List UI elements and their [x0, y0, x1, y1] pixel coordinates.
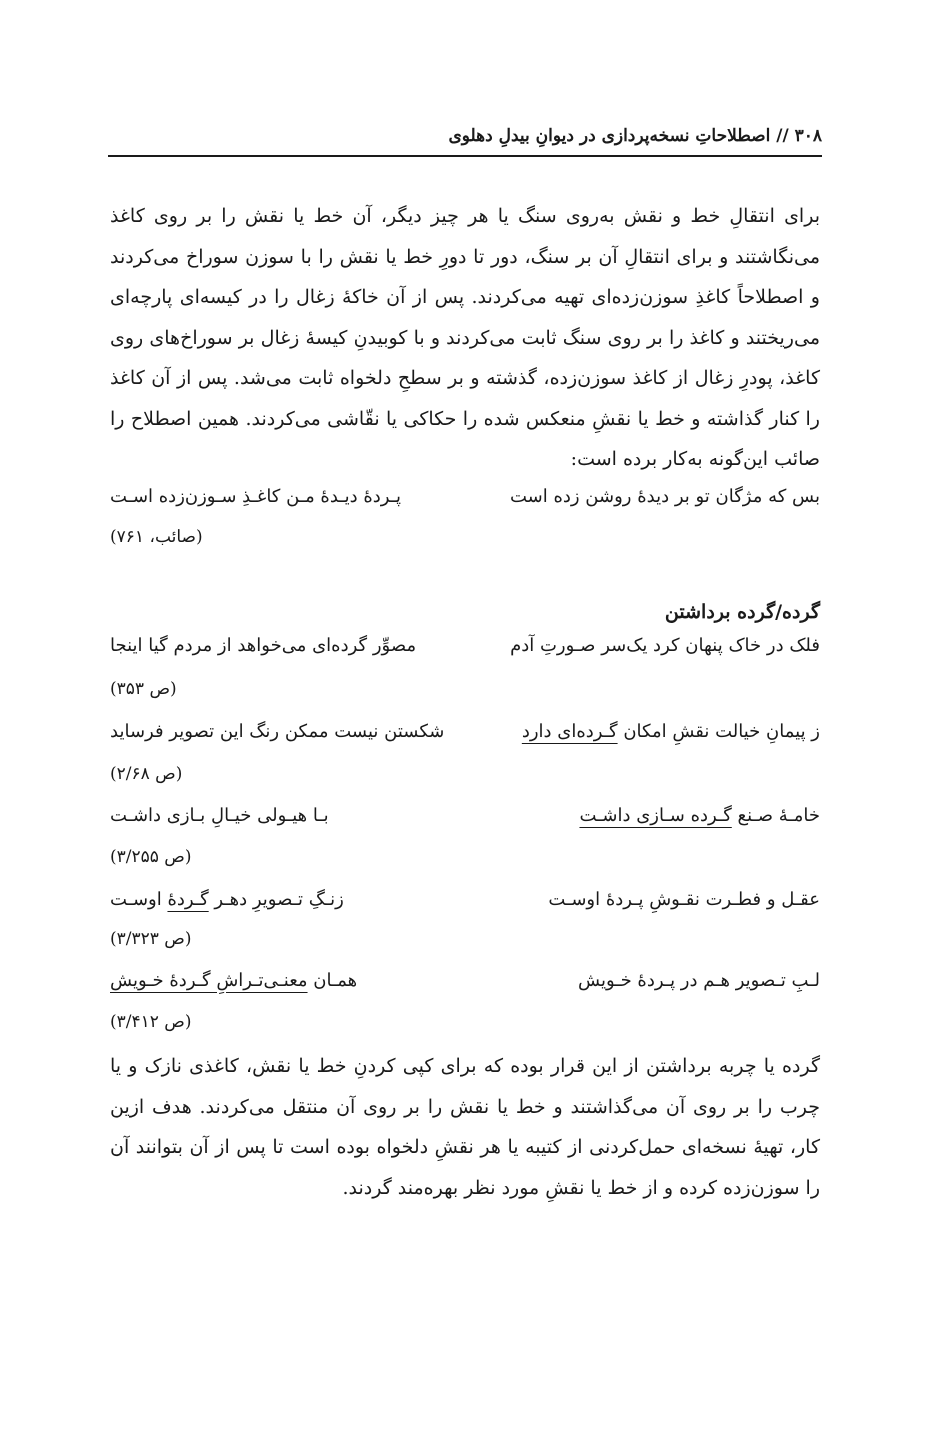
saib-couplet: [110, 479, 820, 515]
couplet-reference: (ص ۳۵۳): [110, 679, 177, 699]
underlined-term: گـرده‌ای دارد: [521, 721, 618, 742]
couplet-reference: (ص ۳/۴۱۲): [110, 1012, 192, 1032]
couplet-reference: (ص ۳/۲۵۵): [110, 847, 192, 867]
hemistich-text: ز پیمانِ خیالت نقشِ امکان: [617, 721, 820, 742]
underlined-term: گـرده سـازی داشـت: [579, 805, 732, 826]
hemistich-first: لـبِ تـصویر هـم در پـردهٔ خـویش: [578, 970, 820, 991]
hemistich-first: [579, 798, 820, 834]
hemistich-text: همـان: [307, 970, 358, 991]
intro-paragraph-text: برای انتقالِ خط و نقش به‌روی سنگ یا هر چیز دیگر، آن خط یا نقش را بر روی کاغذ می‌نگاشتند و برای انتقالِ آن بر سنگ، دور تا دورِ خط یا نقش را با سوزن سوراخ می‌کردند و اصطلاحاً کاغذِ سوزن‌زده‌ای تهیه می‌کردند. پس از آن خاکهٔ زغال را در کیسه‌ای پارچه‌ای می‌ریختند و کاغذ را بر روی سنگ ثابت می‌کردند و با کوبیدنِ کیسهٔ زغال بر سوراخ‌های روی کاغذ، پودرِ زغال از کاغذ سوزن‌زده، گذشته و بر سطحِ دلخواه ثابت می‌شد. پس از آن کاغذ را کنار گذاشته و خط یا نقشِ منعکس شده را حکاکی یا نقّاشی می‌کردند. همین اصطلاح را صائب این‌گونه به‌کار برده است:: [110, 205, 820, 470]
header-divider: [108, 155, 822, 157]
hemistich-second: مصوِّر گرده‌ای می‌خواهد از مردم گیا اینجا: [110, 635, 417, 656]
hemistich-text: زنـگِ تـصویرِ دهـر: [208, 889, 344, 910]
running-header: ۳۰۸ // اصطلاحاتِ نسخه‌پردازی در دیوانِ بیدلِ دهلوی: [448, 126, 822, 146]
couplet-5: [110, 963, 820, 999]
couplet-2: [110, 714, 820, 750]
hemistich-first: بس که مژگان تو بر دیدهٔ روشن زده است: [509, 486, 820, 507]
couplet-4: [110, 882, 820, 918]
hemistich-second: [110, 963, 357, 999]
closing-paragraph-text: گرده یا چربه برداشتن از این قرار بوده که برای کپی کردنِ خط یا نقش، کاغذی نازک و یا چرب را بر روی آن می‌گذاشتند و خط یا نقش را بر روی آن منتقل می‌کردند. هدف ازین کار، تهیهٔ نسخه‌ای حمل‌کردنی از کتیبه یا هر نقشِ دلخواه بوده است تا پس از آن بتوانند آن را سوزن‌زده کرده و از خط یا نقشِ مورد نظر بهره‌مند گردند.: [110, 1055, 820, 1199]
hemistich-first: [522, 714, 820, 750]
hemistich-text: اوسـت: [110, 889, 168, 910]
section-title: گرده/گرده برداشتن: [664, 601, 820, 623]
couplet-3: [110, 798, 820, 834]
couplet-reference: (ص ۲/۶۸): [110, 764, 183, 784]
underlined-term: معنـی‌تـراشِ گـردهٔ خـویش: [110, 970, 308, 991]
hemistich-first: عقـل و فطـرت نقـوشِ پـردهٔ اوسـت: [548, 889, 820, 910]
hemistich-second: [110, 882, 344, 918]
closing-paragraph: [110, 1046, 820, 1208]
couplet-reference: (صائب، ۷۶۱): [110, 527, 203, 547]
underlined-term: گـردهٔ: [167, 889, 209, 910]
hemistich-second: پـردهٔ دیـدهٔ مـن کاغـذِ سـوزن‌زده اسـت: [110, 486, 401, 507]
couplet-1: [110, 628, 820, 664]
intro-paragraph: [110, 196, 820, 480]
hemistich-text: خامـهٔ صـنع: [731, 805, 820, 826]
hemistich-second: بـا هیـولی خیـالِ بـازی داشـت: [110, 805, 329, 826]
hemistich-first: فلک در خاک پنهان کرد یک‌سر صـورتِ آدم: [510, 635, 820, 656]
couplet-reference: (ص ۳/۳۲۳): [110, 929, 192, 949]
hemistich-second: شکستن نیست ممکن رنگ این تصویر فرساید: [110, 721, 445, 742]
